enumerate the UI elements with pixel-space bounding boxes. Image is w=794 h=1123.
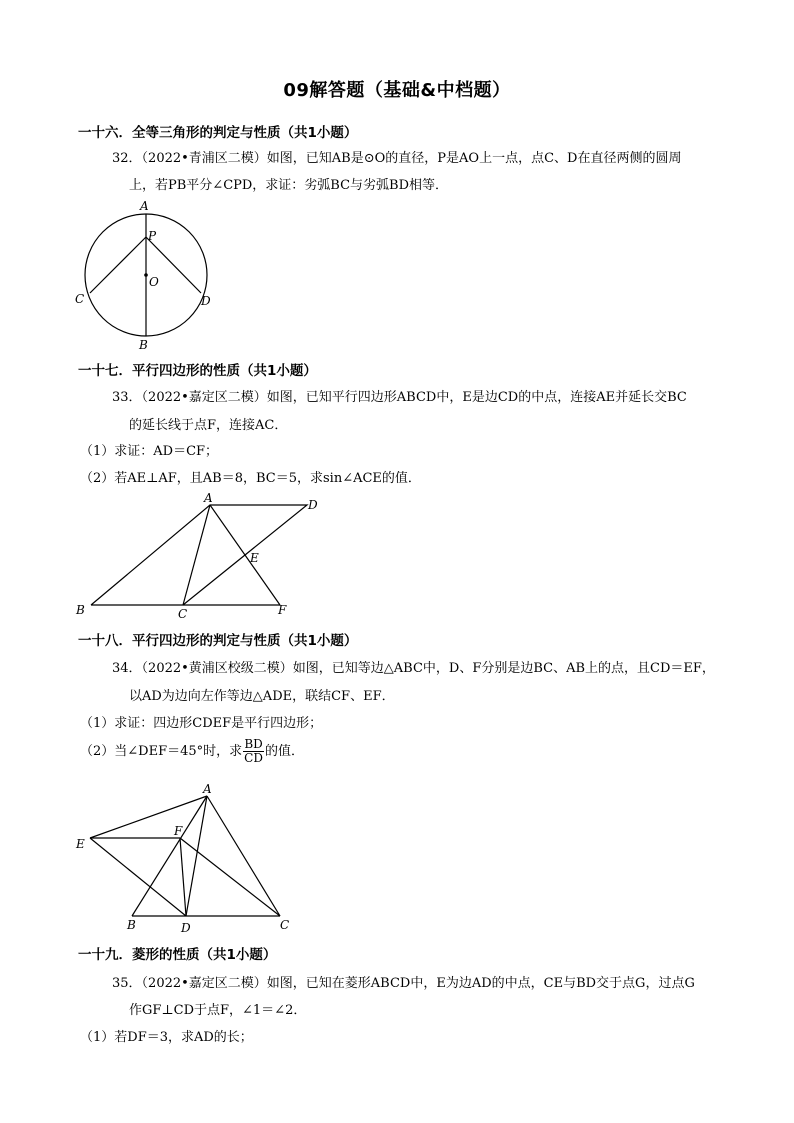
section-heading-19: 一十九．菱形的性质（共1小题）: [78, 947, 277, 963]
label-b: B: [127, 918, 136, 932]
problem-35-line-1: 35．（2022•嘉定区二模）如图，已知在菱形ABCD中，E为边AD的中点，CE与BD交于点G，过点G: [112, 976, 695, 991]
problem-35-line-2: 作GF⊥CD于点F，∠1＝∠2．: [129, 1003, 307, 1018]
label-a: A: [203, 782, 212, 796]
label-d: D: [181, 921, 191, 935]
parallelogram-figure: [70, 490, 330, 620]
label-p: P: [148, 229, 157, 243]
label-d: D: [308, 498, 318, 512]
label-b: B: [76, 603, 85, 617]
label-d: D: [201, 294, 211, 308]
label-c: C: [280, 918, 290, 932]
problem-33-q2: （2）若AE⊥AF，且AB＝8，BC＝5，求sin∠ACE的值．: [80, 471, 421, 486]
problem-32-line-1: 32．（2022•青浦区二模）如图，已知AB是⊙O的直径，P是AO上一点，点C、D在直径两侧的圆周: [112, 151, 682, 166]
equilateral-triangles-figure: [70, 778, 300, 938]
problem-34-line-2: 以AD为边向左作等边△ADE，联结CF、EF．: [129, 689, 395, 704]
label-f: F: [278, 603, 287, 617]
label-a: A: [140, 199, 149, 213]
problem-33-line-1: 33．（2022•嘉定区二模）如图，已知平行四边形ABCD中，E是边CD的中点，连接AE并延长交BC: [112, 390, 687, 405]
section-heading-18: 一十八．平行四边形的判定与性质（共1小题）: [78, 633, 358, 649]
circle-figure: [70, 195, 230, 355]
label-b: B: [139, 338, 148, 352]
label-c: C: [178, 607, 188, 620]
section-heading-17: 一十七．平行四边形的性质（共1小题）: [78, 363, 317, 379]
page-title: 09解答题（基础&中档题）: [283, 80, 511, 101]
problem-33-line-2: 的延长线于点F，连接AC．: [129, 418, 288, 433]
label-e: E: [76, 837, 85, 851]
label-c: C: [75, 292, 85, 306]
label-o: O: [149, 275, 159, 289]
problem-33-q1: （1）求证：AD＝CF；: [80, 444, 219, 459]
fraction-bd-over-cd: [243, 738, 264, 765]
problem-34-q2: [80, 738, 304, 765]
problem-34-q1: （1）求证：四边形CDEF是平行四边形；: [80, 716, 323, 731]
label-e: E: [250, 551, 259, 565]
q2-suffix: 的值．: [264, 744, 304, 759]
problem-35-q1: （1）若DF＝3，求AD的长；: [80, 1030, 253, 1045]
label-a: A: [204, 491, 213, 505]
label-f: F: [174, 824, 183, 838]
section-heading-16: 一十六．全等三角形的判定与性质（共1小题）: [78, 125, 358, 141]
problem-34-line-1: 34．（2022•黄浦区校级二模）如图，已知等边△ABC中，D、F分别是边BC、AB上的点，且CD＝EF，: [112, 661, 715, 676]
q2-prefix: （2）当∠DEF＝45°时，求: [80, 744, 243, 759]
fraction-numerator: BD: [244, 737, 263, 751]
problem-32-line-2: 上，若PB平分∠CPD，求证：劣弧BC与劣弧BD相等．: [129, 178, 449, 193]
fraction-denominator: CD: [244, 751, 263, 765]
